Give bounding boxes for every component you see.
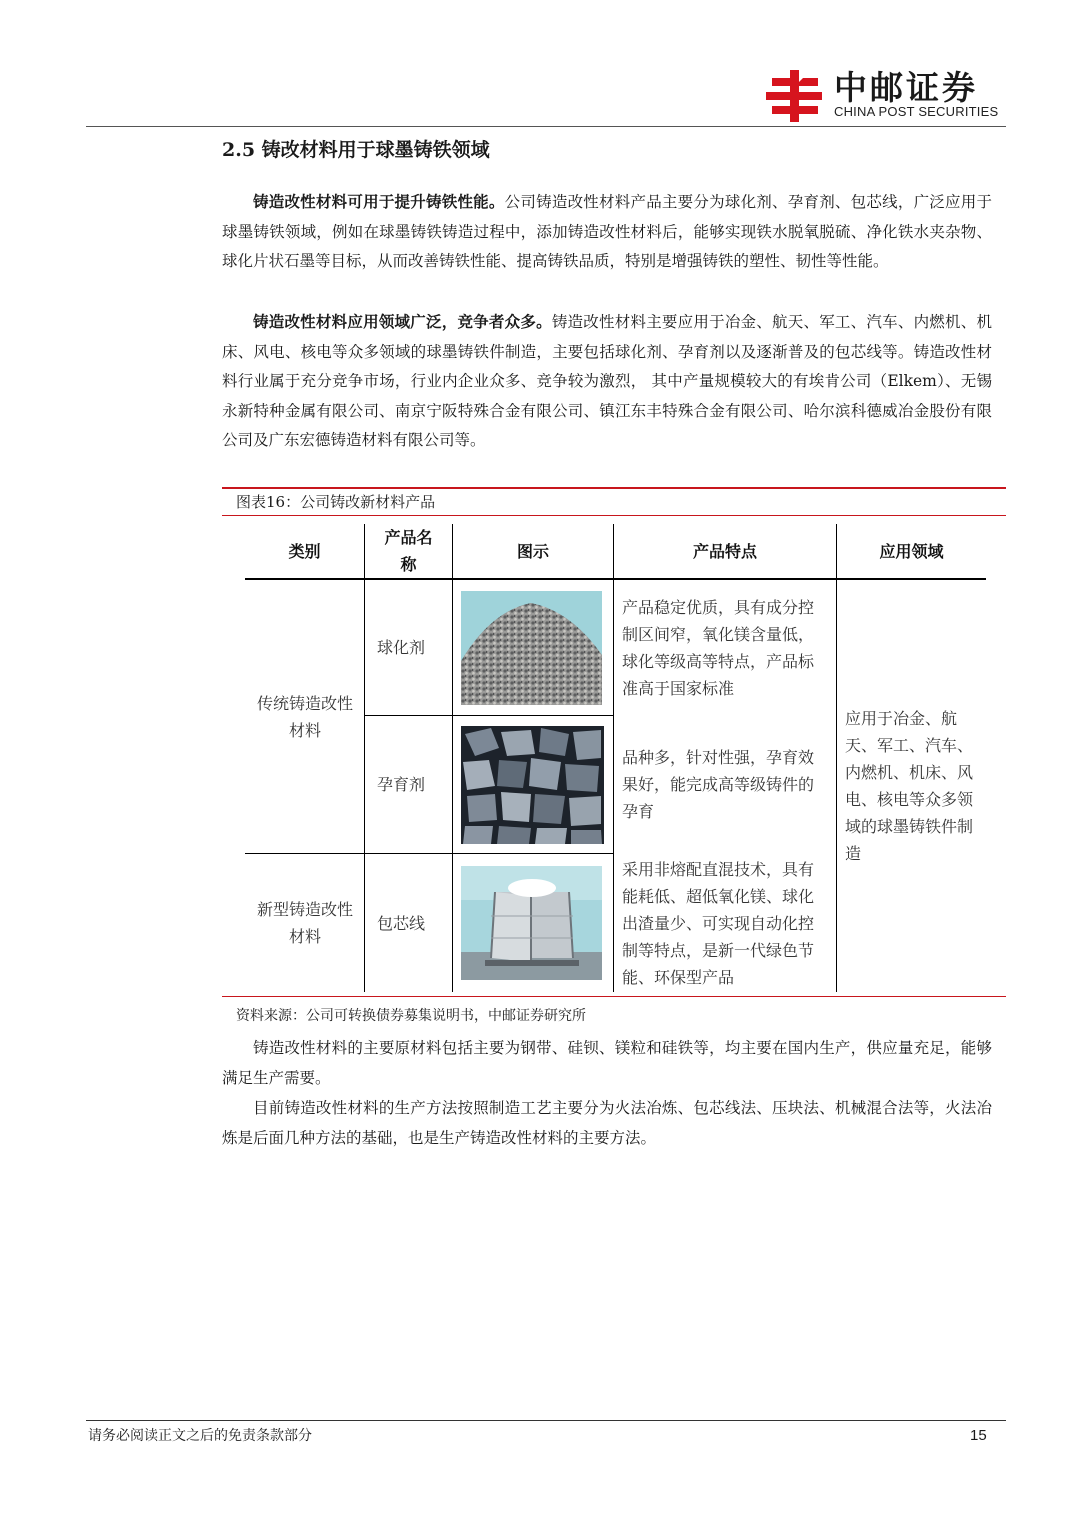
table-column-rule [613,524,614,992]
application-fields: 应用于冶金、航天、军工、汽车、内燃机、机床、风电、核电等众多领域的球墨铸铁件制造 [845,709,974,863]
product-name-inoculant: 孕育剂 [376,775,425,794]
table-header-features: 产品特点 [692,541,757,561]
table-header-image: 图示 [516,541,549,561]
nodulizer-image [461,591,602,705]
page-number: 15 [970,1427,987,1444]
cored-wire-image [461,866,602,980]
brand-name-en: CHINA POST SECURITIES [834,104,999,119]
feature-nodulizer: 产品稳定优质，具有成分控制区间窄，氧化镁含量低，球化等级高等特点，产品标准高于国家标准 [622,597,815,698]
table-column-rule [836,524,837,992]
table-header-application: 应用领域 [879,541,944,561]
paragraph-2-lead: 铸造改性材料应用领域广泛，竞争者众多。 [253,312,552,331]
body-paragraph-4 [222,1094,992,1153]
footer-disclaimer: 请务必阅读正文之后的免责条款部分 [88,1428,312,1444]
table-column-rule [452,524,453,992]
product-name-nodulizer: 球化剂 [376,638,425,657]
category-traditional: 传统铸造改性材料 [256,693,353,740]
footer-divider [86,1420,1006,1421]
paragraph-2-body: 铸造改性材料主要应用于冶金、航天、军工、汽车、内燃机、机床、风电、核电等众多领域的球墨铸铁件制造，主要包括球化剂、孕育剂以及逐渐普及的包芯线等。铸造改性材料行业属于充分竞争市场，行业内企业众多、竞争较为激烈， 其中产量规模较大的有埃肯公司（Elkem）、无锡永新特种金属有限公司、南京宁阪特殊合金有限公司、镇江东丰特殊合金有限公司、哈尔滨科德威冶金股份有限 公司及广东宏德铸造材料有限公司等。 [222,313,992,449]
inoculant-image [461,726,604,844]
header-name-line1: 产品名 [384,528,433,547]
paragraph-4-text: 目前铸造改性材料的生产方法按照制造工艺主要分为火法冶炼、包芯线法、压块法、机械混合法等，火法冶炼是后面几种方法的基础，也是生产铸造改性材料的主要方法。 [222,1099,992,1147]
table-header-category: 类别 [288,541,321,561]
paragraph-1-body: 公司铸造改性材料产品主要分为球化剂、孕育剂、包芯线，广泛应用于球墨铸铁领域，例如在球墨铸铁铸造过程中，添加铸造改性材料后，能够实现铁水脱氧脱硫、净化铁水夹杂物、球化片状石墨等目标，从而改善铸铁性能、提高铸铁品质，特别是增强铸铁的塑性、韧性等性能。 [222,193,992,270]
product-name-cored-wire: 包芯线 [376,913,425,933]
paragraph-3-text: 铸造改性材料的主要原材料包括主要为钢带、硅钡、镁粒和硅铁等，均主要在国内生产，供应量充足，能够满足生产需要。 [222,1039,992,1087]
figure-source: 资料来源：公司可转换债券募集说明书，中邮证券研究所 [236,1008,586,1024]
figure-caption: 图表16：公司铸改新材料产品 [236,493,436,511]
table-header-product-name [365,524,452,578]
header-name-line2: 称 [400,555,417,574]
paragraph-1-lead: 铸造改性材料可用于提升铸铁性能。 [253,192,505,211]
section-title: 2.5 铸改材料用于球墨铸铁领域 [222,139,490,161]
feature-cored-wire: 采用非熔配直混技术，具有能耗低、超低氧化镁、球化出渣量少、可实现自动化控制等特点，是新一代绿色节能、环保型产品 [622,859,815,987]
brand-name-cn: 中邮证券 [834,68,978,107]
body-paragraph-3 [222,1034,992,1093]
feature-inoculant: 品种多，针对性强，孕育效果好，能完成高等级铸件的孕育 [622,748,815,821]
category-new: 新型铸造改性材料 [256,900,353,946]
figure-bottom-rule [222,996,1006,997]
